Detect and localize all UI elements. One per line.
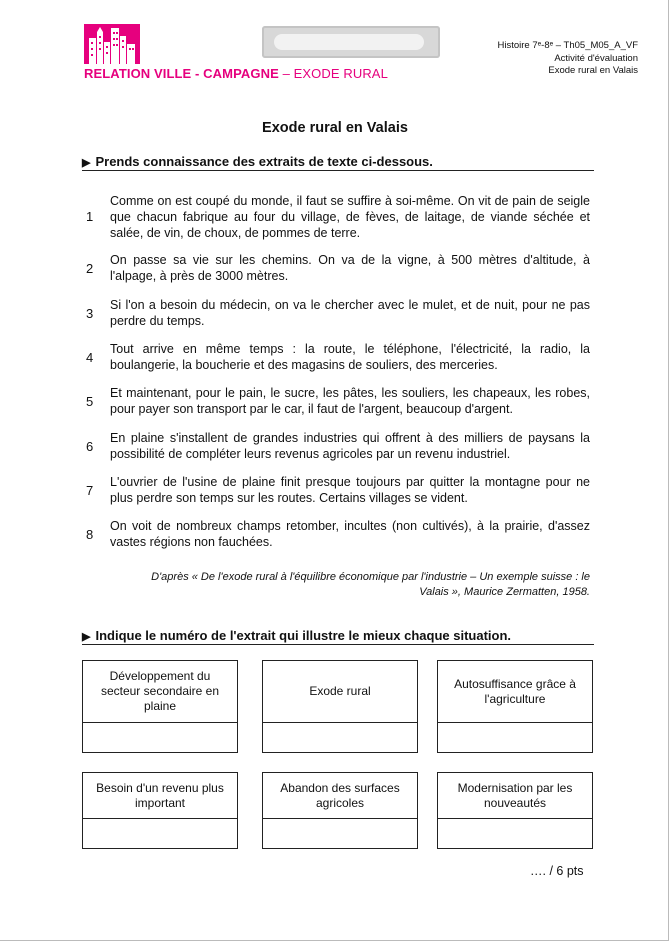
- situation-label: Exode rural: [263, 661, 417, 723]
- excerpt-number: 6: [86, 439, 94, 454]
- excerpt-text: On passe sa vie sur les chemins. On va de la vigne, à 500 mètres d'altitude, à l'alpage, à près de 3000 mètres.: [110, 253, 590, 283]
- instruction-read: [82, 154, 594, 171]
- situation-label: Modernisation par les nouveautés: [438, 773, 592, 819]
- excerpt-4: [82, 341, 592, 373]
- answer-input-area[interactable]: [263, 819, 417, 848]
- excerpt-8: [82, 518, 592, 550]
- brand-light: – EXODE RURAL: [282, 66, 388, 81]
- excerpt-text: Et maintenant, pour le pain, le sucre, les pâtes, les souliers, les chapeaux, les robes, pour payer son transport par le car, il faut de l'argent, beaucoup d'argent.: [110, 386, 590, 416]
- instruction-match: [82, 628, 594, 645]
- excerpt-text: L'ouvrier de l'usine de plaine finit presque toujours par quitter la montagne pour ne plus perdre son temps sur les routes. Certains villages se vident.: [110, 475, 590, 505]
- excerpt-2: [82, 252, 592, 284]
- excerpt-text: Si l'on a besoin du médecin, on va le chercher avec le mulet, et de nuit, pour ne pas perdre du temps.: [110, 298, 590, 328]
- answer-box-exode-rural: [262, 660, 418, 753]
- source-citation: [82, 570, 590, 600]
- answer-box-abandon-surfaces: [262, 772, 418, 849]
- triangle-bullet-icon: ▶: [82, 631, 91, 643]
- excerpt-text: Tout arrive en même temps : la route, le téléphone, l'électricité, la radio, la boulangerie, la boucherie et des magasins de souliers, des merceries.: [110, 342, 590, 372]
- excerpt-number: 5: [86, 394, 94, 409]
- excerpt-6: [82, 430, 592, 462]
- excerpt-7: [82, 474, 592, 506]
- document-reference: [498, 40, 638, 78]
- redacted-name-field: [262, 26, 440, 58]
- brand-strong: RELATION VILLE - CAMPAGNE: [84, 66, 279, 81]
- answer-box-autosuffisance: [437, 660, 593, 753]
- excerpt-text: Comme on est coupé du monde, il faut se suffire à soi-même. On vit de pain de seigle que chacun fabrique au four du village, de fèves, de laitage, de viande séchée et salée, de vin, de choux, de pommes de terre.: [110, 194, 590, 240]
- page-title: Exode rural en Valais: [262, 120, 408, 136]
- answer-input-area[interactable]: [438, 723, 592, 752]
- answer-input-area[interactable]: [83, 723, 237, 752]
- situation-label: Autosuffisance grâce à l'agriculture: [438, 661, 592, 723]
- excerpt-number: 1: [86, 209, 94, 224]
- answer-box-secteur-secondaire: [82, 660, 238, 753]
- situation-label: Abandon des surfaces agricoles: [263, 773, 417, 819]
- situation-label: Besoin d'un revenu plus important: [83, 773, 237, 819]
- reference-line: Histoire 7ᵉ-8ᵉ – Th05_M05_A_VF: [497, 40, 638, 51]
- excerpt-3: [82, 297, 592, 329]
- answer-box-besoin-revenu: [82, 772, 238, 849]
- answer-box-modernisation: [437, 772, 593, 849]
- excerpt-number: 7: [86, 483, 94, 498]
- excerpt-text: En plaine s'installent de grandes industries qui offrent à des milliers de paysans la possibilité de compléter leurs revenus agricoles par un revenu industriel.: [110, 431, 590, 461]
- situation-label: Développement du secteur secondaire en plaine: [83, 661, 237, 723]
- excerpt-text: On voit de nombreux champs retomber, incultes (non cultivés), à la prairie, d'assez vastes régions non fauchées.: [110, 519, 590, 549]
- score-field: …. / 6 pts: [530, 864, 584, 878]
- brand-title: [84, 66, 388, 81]
- answer-input-area[interactable]: [83, 819, 237, 848]
- instruction-text: Prends connaissance des extraits de texte ci-dessous.: [95, 154, 433, 169]
- excerpt-1: [82, 193, 592, 241]
- triangle-bullet-icon: ▶: [82, 157, 91, 169]
- excerpt-number: 2: [86, 261, 94, 276]
- excerpt-number: 4: [86, 350, 94, 365]
- answer-input-area[interactable]: [263, 723, 417, 752]
- citation-line: D'après « De l'exode rural à l'équilibre économique par l'industrie – Un exemple suisse : le: [151, 571, 590, 583]
- answer-input-area[interactable]: [438, 819, 592, 848]
- citation-line: Valais », Maurice Zermatten, 1958.: [419, 586, 590, 598]
- instruction-text: Indique le numéro de l'extrait qui illustre le mieux chaque situation.: [95, 628, 512, 643]
- city-skyline-logo: [84, 24, 140, 64]
- excerpt-5: [82, 385, 592, 417]
- reference-line: Activité d'évaluation: [554, 52, 638, 64]
- excerpt-number: 3: [86, 306, 94, 321]
- reference-line: Exode rural en Valais: [548, 65, 638, 76]
- excerpt-number: 8: [86, 527, 94, 542]
